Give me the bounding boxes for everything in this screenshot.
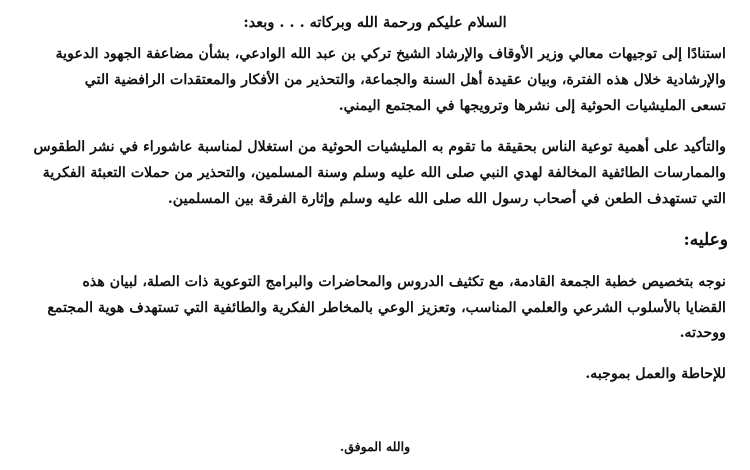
instruction-line: للإحاطة والعمل بموجبه. <box>585 366 726 382</box>
paragraph-3-line-2: القضايا بالأسلوب الشرعي والعلمي المناسب، وتعزيز الوعي بالمخاطر الفكرية والطائفية التي تستهدف هوية المجتمع <box>47 300 726 316</box>
paragraph-1-line-3: تسعى المليشيات الحوثية إلى نشرها وترويجها في المجتمع اليمني. <box>338 98 726 114</box>
closing-line: والله الموفق. <box>339 439 411 454</box>
paragraph-1-line-1: استنادًا إلى توجيهات معالي وزير الأوقاف والإرشاد الشيخ تركي بن عبد الله الوادعي، بشأن مضاعفة الجهود الدعوية <box>55 46 726 62</box>
section-heading: وعليه: <box>683 230 728 250</box>
paragraph-2-line-1: والتأكيد على أهمية توعية الناس بحقيقة ما تقوم به المليشيات الحوثية من استغلال لمناسبة عاشوراء في نشر الطقوس <box>33 139 726 155</box>
paragraph-3-line-1: نوجه بتخصيص خطبة الجمعة القادمة، مع تكثيف الدروس والمحاضرات والبرامج التوعوية ذات الصلة، لبيان هذه <box>82 274 726 290</box>
paragraph-3-line-3: ووحدته. <box>679 325 726 341</box>
greeting-line: السلام عليكم ورحمة الله وبركاته . . . وبعد: <box>243 14 507 31</box>
paragraph-2-line-3: التي تستهدف الطعن في أصحاب رسول الله صلى الله عليه وسلم وإثارة الفرقة بين المسلمين. <box>167 191 726 207</box>
paragraph-1-line-2: والإرشادية خلال هذه الفترة، وبيان عقيدة أهل السنة والجماعة، والتحذير من الأفكار والمعتقدات الرافضية التي <box>84 72 726 88</box>
paragraph-2-line-2: والممارسات الطائفية المخالفة لهدي النبي صلى الله عليه وسلم وسنة المسلمين، والتحذير من حملات التعبئة الفكرية <box>42 165 726 181</box>
